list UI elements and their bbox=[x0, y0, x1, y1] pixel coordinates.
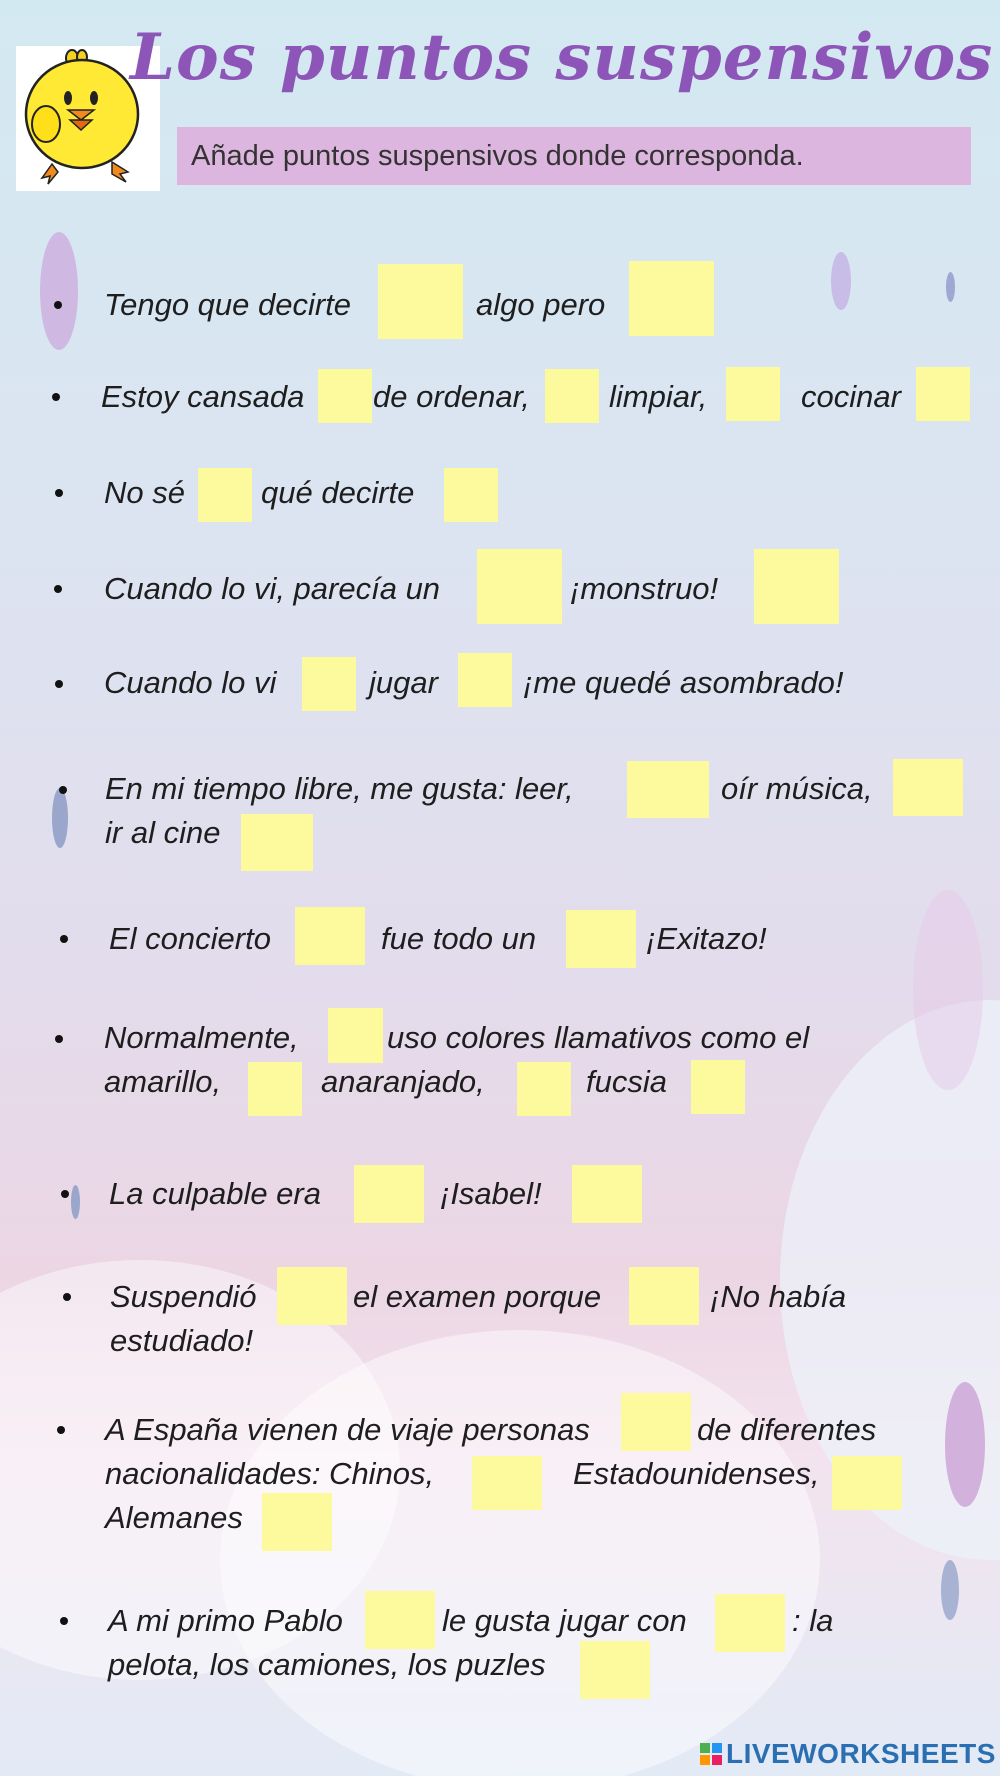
item-4-blank-1[interactable] bbox=[477, 549, 562, 624]
item-8-text-2: uso colores llamativos como el bbox=[387, 1020, 810, 1055]
item-5-text-2: jugar bbox=[369, 665, 438, 700]
item-1-text-2: algo pero bbox=[476, 287, 606, 322]
item-11-blank-2[interactable] bbox=[472, 1456, 542, 1510]
decor-bubble bbox=[831, 252, 851, 310]
decor-bubble bbox=[52, 788, 68, 848]
item-1-text-1: Tengo que decirte bbox=[104, 287, 352, 322]
item-5-text-3: ¡me quedé asombrado! bbox=[523, 665, 844, 700]
item-2-blank-3[interactable] bbox=[726, 367, 780, 421]
item-3-blank-1[interactable] bbox=[198, 468, 252, 522]
item-1-blank-1[interactable] bbox=[378, 264, 463, 339]
item-11-blank-1[interactable] bbox=[621, 1393, 691, 1451]
item-3-text-1: No sé bbox=[104, 475, 185, 510]
bullet-1 bbox=[54, 301, 62, 309]
decor-bubble bbox=[71, 1185, 80, 1219]
item-6-blank-1[interactable] bbox=[627, 761, 709, 818]
item-8-text-3: amarillo, bbox=[104, 1064, 222, 1099]
item-8-blank-4[interactable] bbox=[691, 1060, 745, 1114]
bullet-7 bbox=[60, 935, 68, 943]
item-12-text-2: le gusta jugar con bbox=[442, 1603, 687, 1638]
item-6-text-2: oír música, bbox=[721, 771, 873, 806]
item-6-text-3: ir al cine bbox=[105, 815, 221, 850]
decor-bubble bbox=[946, 272, 955, 302]
item-9-blank-1[interactable] bbox=[354, 1165, 424, 1223]
bullet-5 bbox=[55, 680, 63, 688]
item-12-text-1: A mi primo Pablo bbox=[108, 1603, 343, 1638]
page-title: Los puntos suspensivos bbox=[130, 20, 994, 95]
item-6-blank-2[interactable] bbox=[893, 759, 963, 816]
item-11-blank-3[interactable] bbox=[832, 1456, 902, 1510]
item-11-text-5: Alemanes bbox=[105, 1500, 243, 1535]
item-5-blank-2[interactable] bbox=[458, 653, 512, 707]
item-10-text-3: ¡No había bbox=[710, 1279, 847, 1314]
bullet-3 bbox=[55, 489, 63, 497]
item-11-text-2: de diferentes bbox=[697, 1412, 877, 1447]
item-12-blank-3[interactable] bbox=[580, 1641, 650, 1699]
item-2-text-3: limpiar, bbox=[609, 379, 708, 414]
item-10-blank-2[interactable] bbox=[629, 1267, 699, 1325]
item-4-text-1: Cuando lo vi, parecía un bbox=[104, 571, 441, 606]
item-11-text-1: A España vienen de viaje personas bbox=[105, 1412, 590, 1447]
item-10-text-4: estudiado! bbox=[110, 1323, 254, 1358]
item-7-text-3: ¡Exitazo! bbox=[646, 921, 767, 956]
item-2-blank-1[interactable] bbox=[318, 369, 372, 423]
item-12-blank-2[interactable] bbox=[715, 1594, 785, 1652]
decor-bubble bbox=[941, 1560, 959, 1620]
item-2-text-4: cocinar bbox=[801, 379, 901, 414]
item-12-text-4: pelota, los camiones, los puzles bbox=[108, 1647, 546, 1682]
item-8-blank-2[interactable] bbox=[248, 1062, 302, 1116]
item-12-blank-1[interactable] bbox=[365, 1591, 435, 1649]
item-9-blank-2[interactable] bbox=[572, 1165, 642, 1223]
item-9-text-2: ¡Isabel! bbox=[440, 1176, 542, 1211]
decor-bubble bbox=[40, 232, 78, 350]
background-cloud bbox=[220, 1330, 820, 1776]
item-7-text-1: El concierto bbox=[109, 921, 271, 956]
item-6-blank-3[interactable] bbox=[241, 814, 313, 871]
item-8-text-5: fucsia bbox=[586, 1064, 667, 1099]
instruction-banner: Añade puntos suspensivos donde corresponda. bbox=[177, 127, 971, 185]
bullet-8 bbox=[55, 1035, 63, 1043]
liveworksheets-logo-icon bbox=[700, 1743, 722, 1765]
item-8-text-1: Normalmente, bbox=[104, 1020, 299, 1055]
bullet-6 bbox=[59, 786, 67, 794]
bullet-12 bbox=[60, 1617, 68, 1625]
item-1-blank-2[interactable] bbox=[629, 261, 714, 336]
liveworksheets-brand: LIVEWORKSHEETS bbox=[726, 1738, 996, 1769]
item-5-blank-1[interactable] bbox=[302, 657, 356, 711]
item-5-text-1: Cuando lo vi bbox=[104, 665, 277, 700]
item-2-text-2: de ordenar, bbox=[373, 379, 530, 414]
item-4-text-2: ¡monstruo! bbox=[570, 571, 719, 606]
item-7-blank-2[interactable] bbox=[566, 910, 636, 968]
item-11-blank-4[interactable] bbox=[262, 1493, 332, 1551]
item-6-text-1: En mi tiempo libre, me gusta: leer, bbox=[105, 771, 574, 806]
item-8-blank-1[interactable] bbox=[328, 1008, 383, 1063]
item-8-text-4: anaranjado, bbox=[321, 1064, 485, 1099]
item-3-blank-2[interactable] bbox=[444, 468, 498, 522]
bullet-4 bbox=[54, 585, 62, 593]
item-8-blank-3[interactable] bbox=[517, 1062, 571, 1116]
item-10-blank-1[interactable] bbox=[277, 1267, 347, 1325]
item-12-text-3: : la bbox=[792, 1603, 834, 1638]
item-10-text-1: Suspendió bbox=[110, 1279, 257, 1314]
bullet-2 bbox=[52, 393, 60, 401]
bullet-9 bbox=[61, 1190, 69, 1198]
bullet-10 bbox=[63, 1293, 71, 1301]
decor-bubble bbox=[913, 890, 983, 1090]
item-2-text-1: Estoy cansada bbox=[101, 379, 305, 414]
item-9-text-1: La culpable era bbox=[109, 1176, 321, 1211]
item-2-blank-4[interactable] bbox=[916, 367, 970, 421]
item-11-text-3: nacionalidades: Chinos, bbox=[105, 1456, 435, 1491]
item-3-text-2: qué decirte bbox=[261, 475, 415, 510]
item-4-blank-2[interactable] bbox=[754, 549, 839, 624]
item-7-blank-1[interactable] bbox=[295, 907, 365, 965]
bullet-11 bbox=[57, 1426, 65, 1434]
item-10-text-2: el examen porque bbox=[353, 1279, 602, 1314]
decor-bubble bbox=[945, 1382, 985, 1507]
item-11-text-4: Estadounidenses, bbox=[573, 1456, 820, 1491]
item-7-text-2: fue todo un bbox=[381, 921, 537, 956]
item-2-blank-2[interactable] bbox=[545, 369, 599, 423]
